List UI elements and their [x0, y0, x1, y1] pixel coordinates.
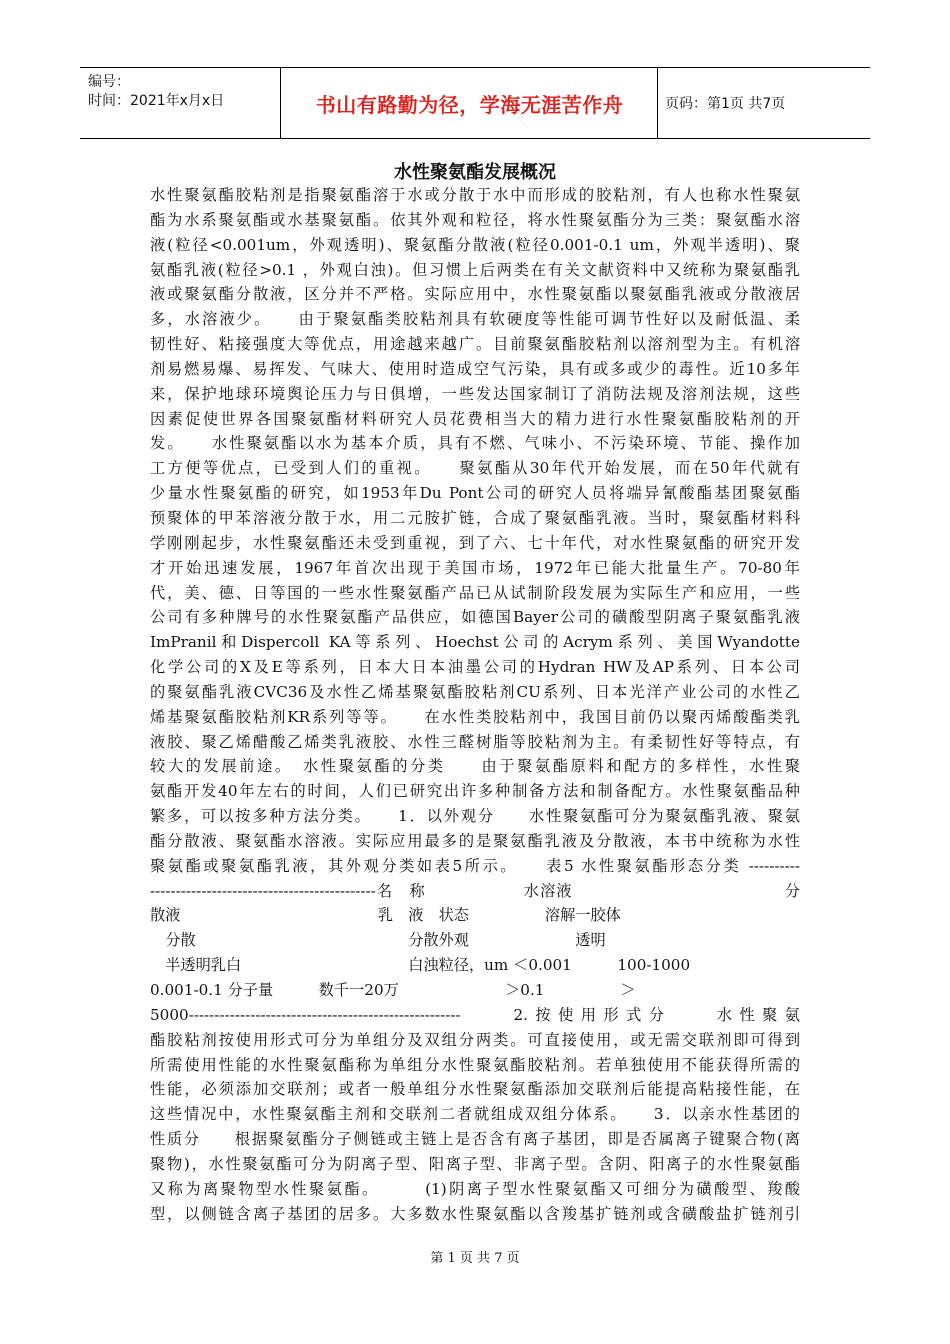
body-line: 化学公司的X及E等系列，日本大日本油墨公司的Hydran HW及AP系列、日本公司	[150, 658, 800, 677]
body-line: 烯基聚氨酯胶粘剂KR系列等等。 在水性类胶粘剂中，我国目前仍以聚丙烯酸酯类乳	[150, 707, 800, 726]
body-line: 液胶、聚乙烯醋酸乙烯类乳液胶、水性三醛树脂等胶粘剂为主。有柔韧性好等特点，有	[150, 732, 800, 751]
body-line: 0.001-0.1 分子量 数千一20万 ＞0.1 ＞	[150, 981, 636, 999]
body-line: 型，以侧链含离子基团的居多。大多数水性聚氨酯以含羧基扩链剂或含磺酸盐扩链剂引	[150, 1204, 800, 1223]
body-line: 半透明乳白 白浊粒径，um ＜0.001 100-1000	[150, 956, 691, 975]
body-line: 水性聚氨酯胶粘剂是指聚氨酯溶于水或分散于水中而形成的胶粘剂，有人也称水性聚氨	[150, 186, 800, 204]
body-line: 液(粒径<0.001um，外观透明)、聚氨酯分散液(粒径0.001-0.1 um，外观半透明)、聚	[150, 235, 800, 254]
motto-text: 书山有路勤为径，学海无涯苦作舟	[315, 92, 624, 117]
body-line: ImPranil和Dispercoll KA等系列、Hoechst公司的Acrym系列、美国Wyandotte	[150, 633, 800, 652]
body-line: 代，美、德、日等国的一些水性聚氨酯产品已从试制阶段发展为实际生产和应用，一些	[150, 583, 800, 602]
body-line: 因素促使世界各国聚氨酯材料研究人员花费相当大的精力进行水性聚氨酯胶粘剂的开	[150, 409, 800, 428]
body-line: 较大的发展前途。 水性聚氨酯的分类 由于聚氨酯原料和配方的多样性，水性聚	[150, 757, 800, 776]
body-line: 学刚刚起步，水性聚氨酯还未受到重视，到了六、七十年代，对水性聚氨酯的研究开发	[150, 533, 800, 552]
body-line: 多，水溶液少。 由于聚氨酯类胶粘剂具有软硬度等性能可调节性好以及耐低温、柔	[150, 310, 800, 329]
time-label: 时间：2021年x月x日	[88, 93, 225, 109]
document-title: 水性聚氨酯发展概况	[394, 162, 556, 183]
page-label: 页码：第1页 共7页	[665, 96, 786, 112]
body-line: 性能，必须添加交联剂；或者一般单组分水性聚氨酯添加交联剂后能提高粘接性能，在	[150, 1080, 800, 1099]
document-body	[150, 183, 800, 1226]
body-line: 繁多，可以按多种方法分类。 1．以外观分 水性聚氨酯可分为聚氨酯乳液、聚氨	[150, 807, 800, 826]
body-line: 5000----------------------------------------------------- 2.按使用形式分 水性聚氨	[150, 1005, 800, 1024]
body-line: 所需使用性能的水性聚氨酯称为单组分水性聚氨酯胶粘剂。若单独使用不能获得所需的	[150, 1055, 800, 1074]
body-line: 少量水性聚氨酯的研究，如1953年Du Pont公司的研究人员将端异氰酸酯基团聚氨酯	[150, 484, 800, 503]
body-line: 酯胶粘剂按使用形式可分为单组分及双组分两类。可直接使用，或无需交联剂即可得到	[150, 1030, 800, 1049]
body-line: 性质分 根据聚氨酯分子侧链或主链上是否含有离子基团，即是否属离子键聚合物(离	[150, 1130, 800, 1149]
page-footer: 第 1 页 共 7 页	[430, 1251, 520, 1266]
body-line: 公司有多种牌号的水性聚氨酯产品供应，如德国Bayer公司的磺酸型阴离子聚氨酯乳液	[150, 608, 800, 627]
body-line: 酯分散液、聚氨酯水溶液。实际应用最多的是聚氨酯乳液及分散液，本书中统称为水性	[150, 831, 800, 850]
page-header	[80, 67, 870, 139]
body-line: 聚氨酯或聚氨酯乳液，其外观分类如表5所示。 表5 水性聚氨酯形态分类 ----------	[150, 856, 800, 875]
body-line: --------------------------------------------名 称 水溶液 分	[150, 881, 800, 900]
body-line: 液或聚氨酯分散液，区分并不严格。实际应用中，水性聚氨酯以聚氨酯乳液或分散液居	[150, 285, 800, 304]
number-label: 编号：	[88, 74, 130, 90]
header-motto-cell	[282, 68, 658, 138]
body-line: 剂易燃易爆、易挥发、气味大、使用时造成空气污染，具有或多或少的毒性。近10多年	[150, 359, 800, 378]
body-line: 氨酯乳液(粒径>0.1 ，外观白浊)。但习惯上后两类在有关文献资料中又统称为聚氨酯乳	[150, 260, 800, 279]
body-line: 氨酯开发40年左右的时间，人们已研究出许多种制备方法和制备配方。水性聚氨酯品种	[150, 782, 800, 801]
body-line: 才开始迅速发展，1967年首次出现于美国市场，1972年已能大批量生产。70-80年	[150, 558, 800, 577]
body-line: 散液 乳 液 状态 溶解一胶体	[150, 906, 621, 925]
body-line: 又称为离聚物型水性聚氨酯。 (1)阴离子型水性聚氨酯又可细分为磺酸型、羧酸	[150, 1179, 800, 1198]
body-line: 分散 分散外观 透明	[150, 931, 606, 950]
body-line: 韧性好、粘接强度大等优点，用途越来越广。目前聚氨酯胶粘剂以溶剂型为主。有机溶	[150, 335, 800, 354]
body-line: 来，保护地球环境舆论压力与日俱增，一些发达国家制订了消防法规及溶剂法规，这些	[150, 384, 800, 403]
body-line: 发。 水性聚氨酯以水为基本介质，具有不燃、气味小、不污染环境、节能、操作加	[150, 434, 800, 453]
header-page-cell	[665, 68, 870, 138]
body-line: 酯为水系聚氨酯或水基聚氨酯。依其外观和粒径，将水性聚氨酯分为三类：聚氨酯水溶	[150, 210, 800, 229]
header-info-cell	[80, 68, 281, 138]
body-line: 这些情况中，水性聚氨酯主剂和交联剂二者就组成双组分体系。 3．以亲水性基团的	[150, 1105, 800, 1124]
body-line: 的聚氨酯乳液CVC36及水性乙烯基聚氨酯胶粘剂CU系列、日本光洋产业公司的水性乙	[150, 682, 800, 701]
body-line: 预聚体的甲苯溶液分散于水，用二元胺扩链，合成了聚氨酯乳液。当时，聚氨酯材料科	[150, 508, 800, 527]
body-line: 聚物)，水性聚氨酯可分为阴离子型、阳离子型、非离子型。含阴、阳离子的水性聚氨酯	[150, 1154, 800, 1173]
body-line: 工方便等优点，已受到人们的重视。 聚氨酯从30年代开始发展，而在50年代就有	[150, 459, 800, 478]
